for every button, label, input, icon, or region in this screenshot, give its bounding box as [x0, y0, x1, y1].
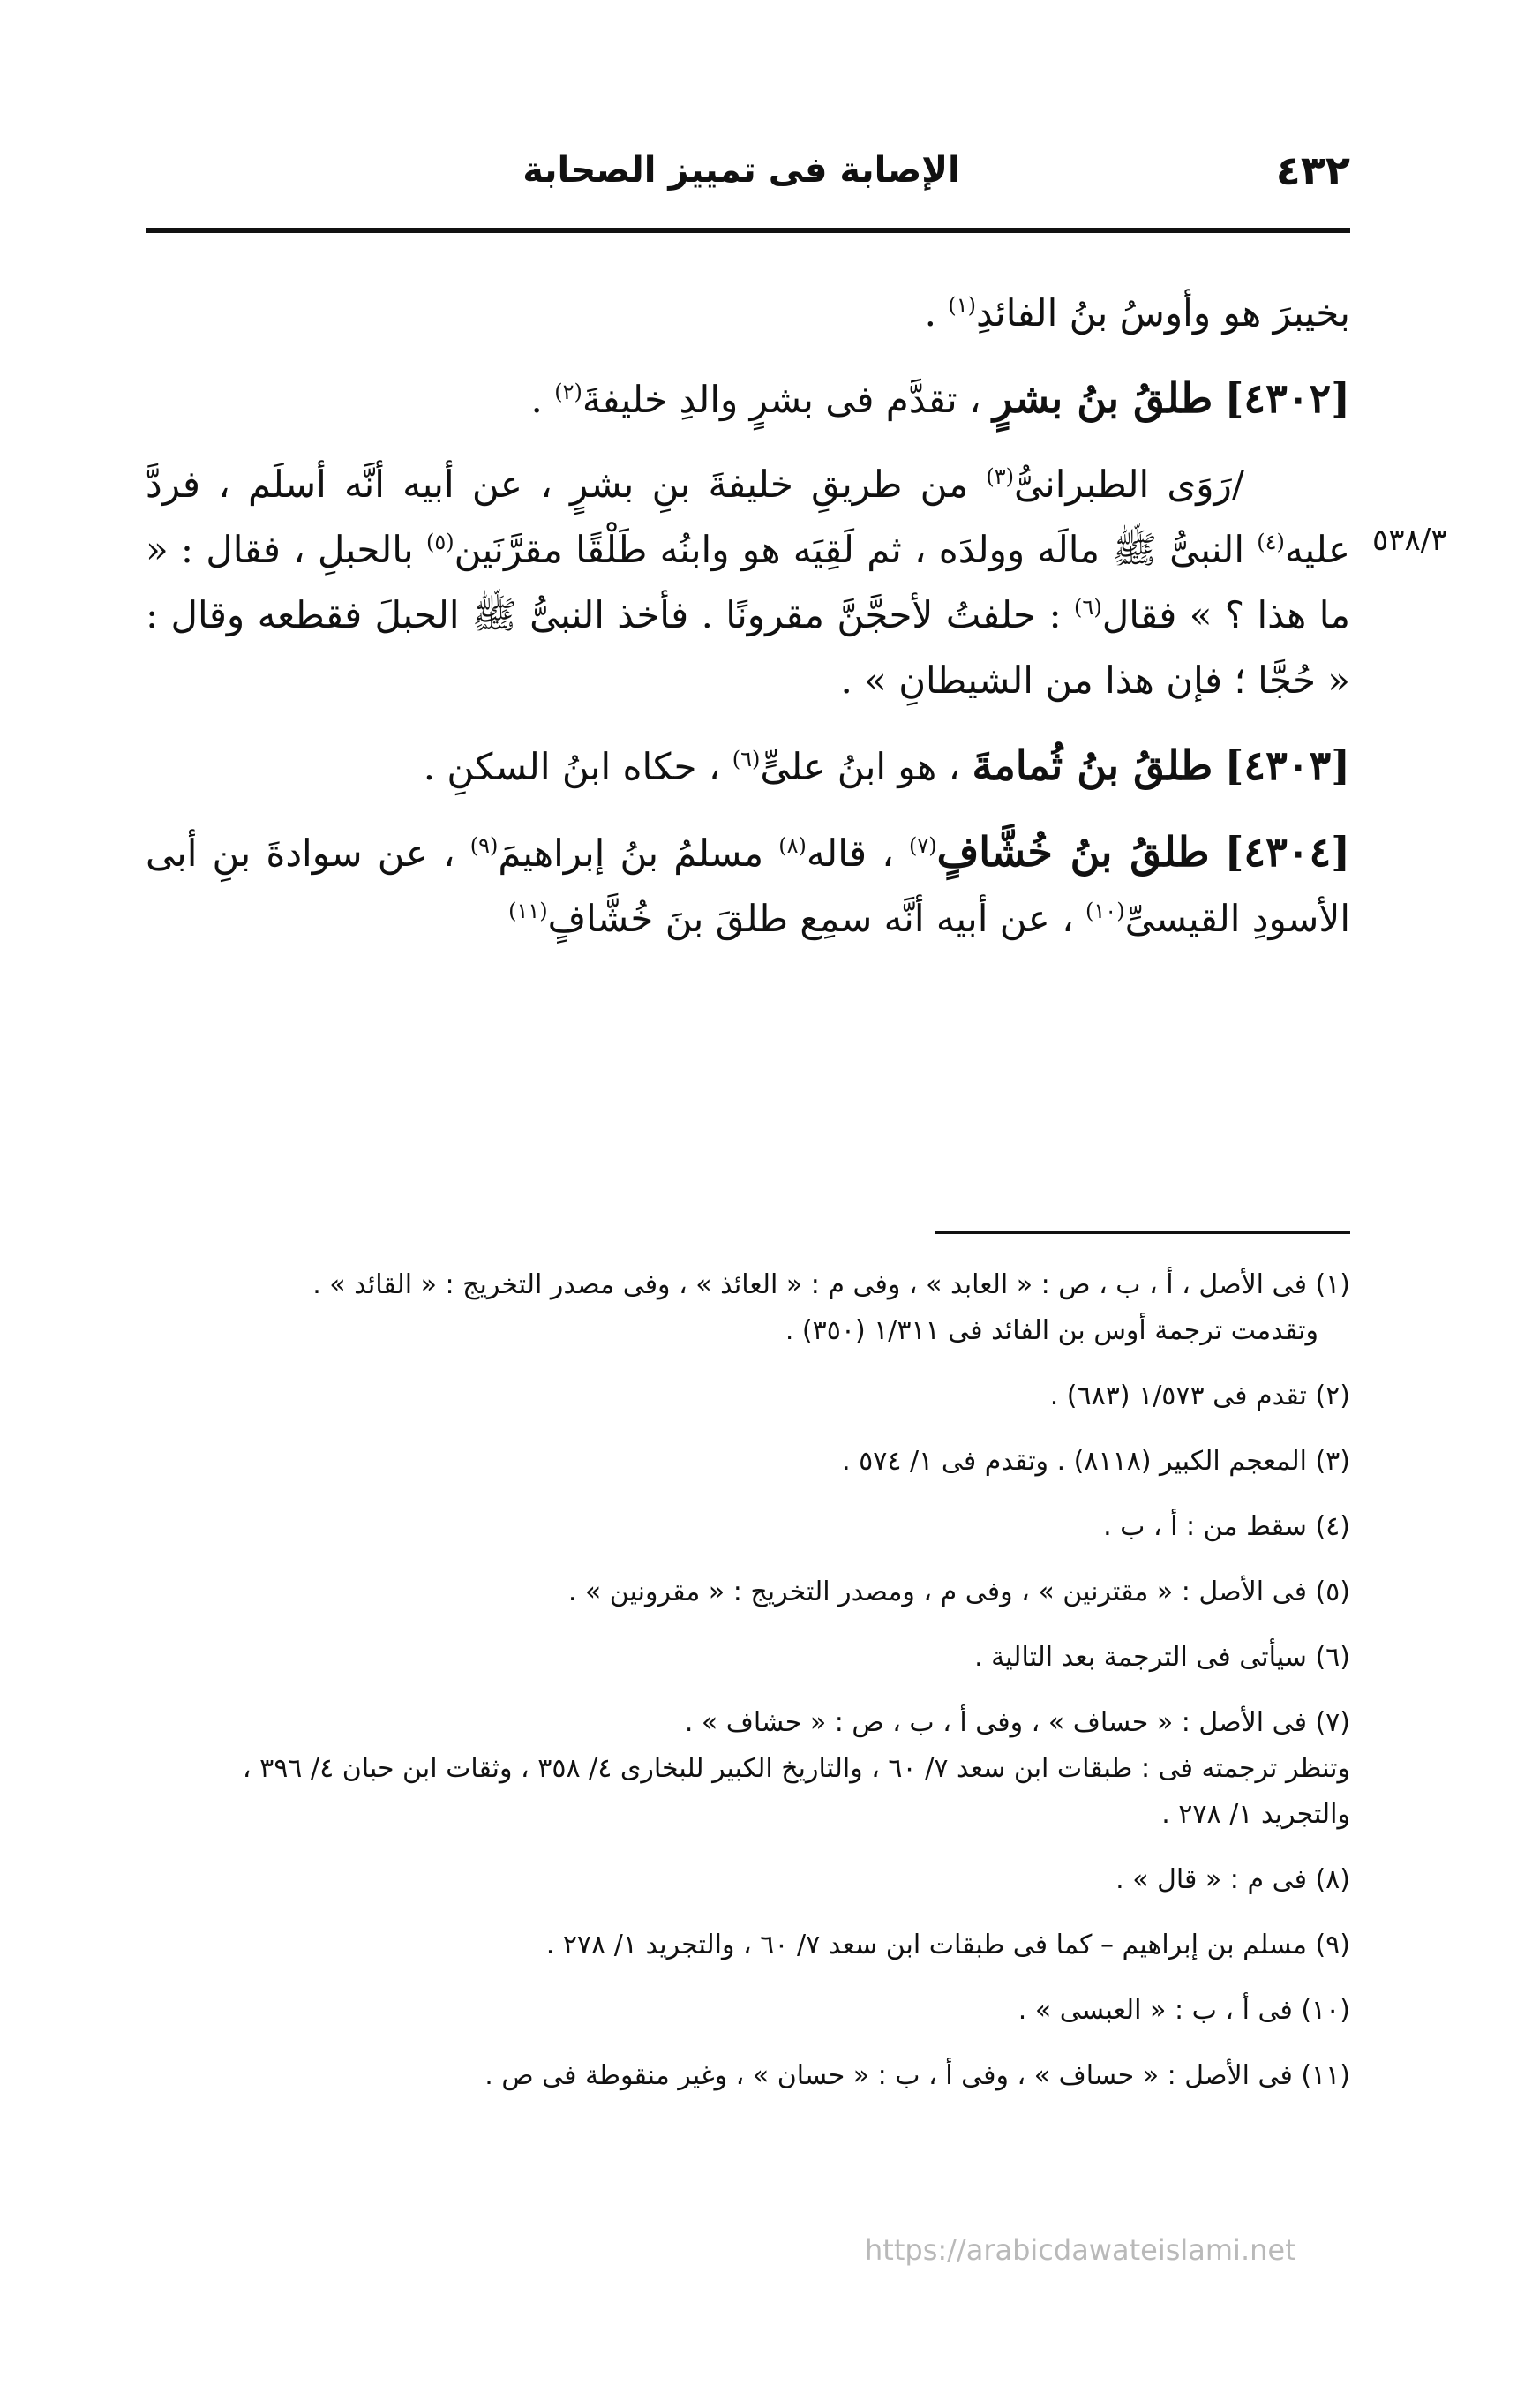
footnote-ref: (٩): [469, 833, 499, 858]
footnote-8: (٨) فى م : « قال » .: [1115, 1864, 1350, 1895]
running-header-title: الإصابة فى تمييز الصحابة: [522, 150, 960, 191]
entry-text: ، عن أبيه أنَّه سمِع طلقَ بنَ خُشَّافٍ: [547, 897, 1086, 940]
entry-text: ، قاله: [806, 832, 909, 875]
header-rule: [146, 228, 1350, 233]
page-number: ٤٣٢: [1275, 147, 1350, 194]
footnote-ref: (٢): [554, 380, 582, 404]
entry-4303: [146, 733, 1350, 800]
entry-text: .: [530, 378, 555, 421]
footnote-3: (٣) المعجم الكبير (٨١١٨) . وتقدم فى ١/ ٥٧٤ .: [842, 1446, 1350, 1477]
entry-name: طلقُ بنُ ثُمامةَ: [972, 741, 1213, 789]
entry-4302: [146, 365, 1350, 433]
footnote-ref: (٤): [1257, 530, 1285, 554]
footnote-ref: (٧): [908, 833, 937, 858]
footnote-2: (٢) تقدم فى ١/٥٧٣ (٦٨٣) .: [1049, 1381, 1350, 1411]
entry-text: ، عن سوادةَ بنِ أبى الأسودِ القيسىِّ: [146, 832, 1350, 940]
narration-paragraph: [146, 452, 1350, 713]
entry-4304: [146, 819, 1350, 952]
paragraph-text: .: [924, 291, 949, 335]
footnote-text: (١) فى الأصل ، أ ، ب ، ص : « العابد » ، وفى م : « العائذ » ، وفى مصدر التخريج : « القائد » .: [312, 1269, 1350, 1300]
entry-text: مسلمُ بنُ إبراهيمَ: [498, 832, 779, 875]
footnote-1: [146, 1262, 1350, 1354]
footnote-ref: (٥): [425, 530, 454, 554]
paragraph-text: النبىُّ ﷺ مالَه وولدَه ، ثم لَقِيَه هو وابنُه طَلْقًا مقرَّنَين: [454, 528, 1258, 571]
footnote-separator: [935, 1231, 1350, 1234]
paragraph-text: بالحبلِ ، فقال : « ما هذا ؟ » فقال: [146, 528, 1351, 636]
entry-text: ، حكاه ابنُ السكنِ .: [423, 745, 732, 788]
paragraph-text: بخيبرَ هو وأوسُ بنُ الفائدِ: [976, 291, 1350, 335]
footnote-9: (٩) مسلم بن إبراهيم – كما فى طبقات ابن سعد ٧/ ٦٠ ، والتجريد ١/ ٢٧٨ .: [545, 1930, 1350, 1960]
footnote-4: (٤) سقط من : أ ، ب .: [1103, 1511, 1350, 1542]
paragraph-text: : حلفتُ لأحجَّنَّ مقرونًا . فأخذ النبىُّ ﷺ الحبلَ فقطعه وقال : « حُجَّا ؛ فإن هذا من الشيطانِ » .: [146, 593, 1350, 702]
entry-name: طلقُ بنُ خُشَّافٍ: [936, 828, 1210, 876]
footnote-10: (١٠) فى أ ، ب : « العبسى » .: [1018, 1995, 1350, 2026]
paragraph-text: /رَوَى الطبرانىُّ: [1014, 463, 1245, 506]
entry-number: [٤٣٠٣]: [1224, 741, 1350, 789]
entry-text: ، تقدَّم فى بشرٍ والدِ خليفةَ: [582, 378, 981, 421]
footnote-ref: (٦): [1074, 595, 1102, 620]
footnote-ref: (١٠): [1085, 899, 1125, 923]
footnote-5: (٥) فى الأصل : « مقترنين » ، وفى م ، ومصدر التخريج : « مقرونين » .: [567, 1576, 1350, 1607]
footnote-11: (١١) فى الأصل : « حساف » ، وفى أ ، ب : « حسان » ، وغير منقوطة فى ص .: [484, 2060, 1350, 2091]
continuation-paragraph: [146, 281, 1350, 346]
margin-reference: ٥٣٨/٣: [1372, 523, 1447, 558]
footnotes: [146, 1262, 1350, 2118]
footnote-text: (٧) فى الأصل : « حساف » ، وفى أ ، ب ، ص : « حشاف » .: [684, 1707, 1350, 1738]
footnote-text: وتنظر ترجمته فى : طبقات ابن سعد ٧/ ٦٠ ، والتاريخ الكبير للبخارى ٤/ ٣٥٨ ، وثقات ابن حبان ٤/ ٣٩٦ ، والتجريد ١/ ٢٧٨ .: [242, 1753, 1350, 1830]
footnote-ref: (٣): [986, 464, 1015, 489]
footnote-7: [146, 1700, 1350, 1838]
paragraph-text: من طريقِ خليفةَ بنِ بشرٍ ، عن أبيه أنَّه أسلَم ، فردَّ عليه: [146, 463, 1351, 571]
main-text: [146, 281, 1350, 971]
entry-number: [٤٣٠٢]: [1224, 374, 1350, 422]
footnote-ref: (٦): [732, 747, 761, 771]
entry-name: طلقُ بنُ بشرٍ: [993, 374, 1213, 422]
watermark-url: https://arabicdawateislami.net: [865, 2233, 1296, 2267]
entry-text: ، هو ابنُ علىٍّ: [760, 745, 973, 788]
footnote-text: وتقدمت ترجمة أوس بن الفائد فى ١/٣١١ (٣٥٠) .: [785, 1315, 1318, 1346]
footnote-ref: (١١): [508, 899, 548, 923]
footnote-ref: (١): [948, 293, 977, 318]
footnote-ref: (٨): [778, 833, 807, 858]
entry-number: [٤٣٠٤]: [1224, 828, 1350, 876]
footnote-6: (٦) سيأتى فى الترجمة بعد التالية .: [974, 1642, 1350, 1673]
